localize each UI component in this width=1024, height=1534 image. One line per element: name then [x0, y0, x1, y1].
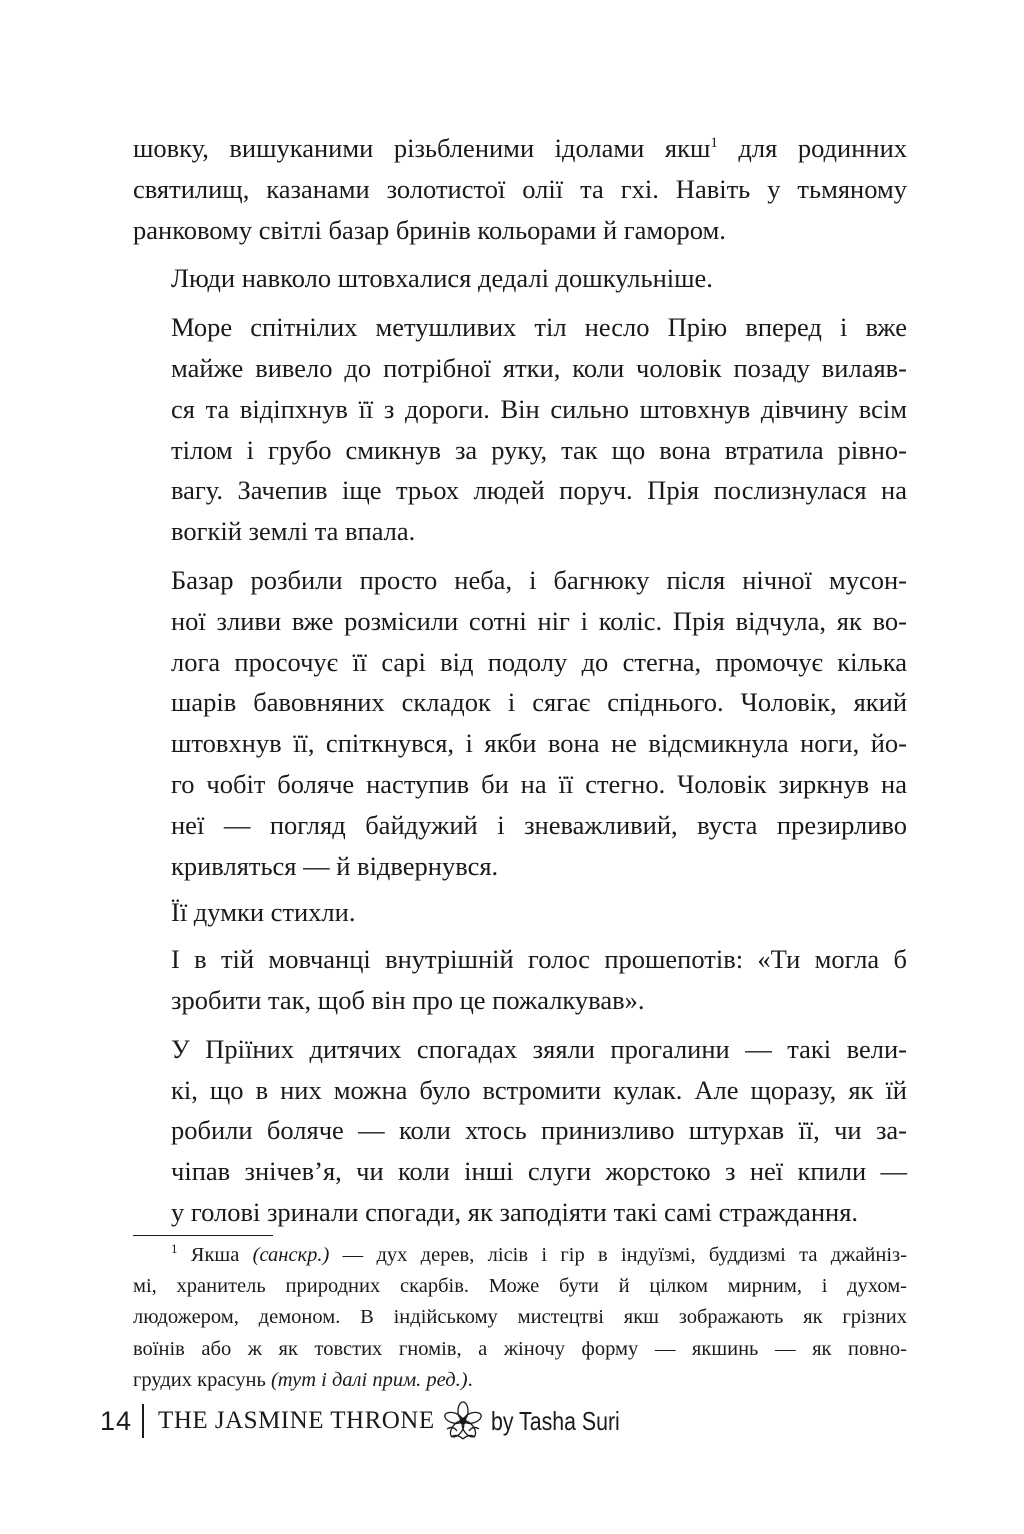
- text-fragment: Якша: [177, 1244, 253, 1266]
- text-line: майже вивело до потрібної ятки, коли чоловік позаду вилаяв-: [171, 352, 907, 383]
- running-footer: [100, 1396, 648, 1446]
- text-line: святилищ, казанами золотистої олії та гхі. Навіть у тьмяному: [133, 173, 907, 204]
- text-line: Базар розбили просто неба, і багнюку після нічної мусон-: [171, 564, 907, 595]
- footnote-marker: 1: [171, 1241, 178, 1257]
- paragraph-4: [133, 560, 907, 886]
- footer-separator: [142, 1404, 144, 1438]
- text-line: у голові зринали спогади, як заподіяти такі самі страждання.: [171, 1196, 859, 1227]
- text-line: зробити так, щоб він про це пожалкував».: [171, 984, 645, 1015]
- footnote-line: воїнів або ж як товстих гномів, а жіночу форму — якшинь — як повно-: [133, 1337, 907, 1360]
- text-line: го чобіт боляче наступив би на її стегно. Чоловік зиркнув на: [171, 768, 907, 799]
- main-text: [133, 128, 907, 1233]
- paragraph-7: [133, 1029, 907, 1233]
- text-line: [133, 128, 907, 169]
- text-line: ся та відіпхнув її з дороги. Він сильно штовхнув дівчину всім: [171, 393, 907, 424]
- paragraph-2: [133, 258, 907, 299]
- text-line: шарів бавовняних складок і сягає спіднього. Чоловік, який: [171, 687, 907, 718]
- text-line: ної зливи вже розмісили сотні ніг і коліс. Прія відчула, як во-: [171, 605, 907, 636]
- page-number: 14: [100, 1405, 133, 1436]
- text-fragment: — дух дерев, лісів і гір в індуїзмі, буддизмі та джайніз-: [329, 1244, 907, 1266]
- text-line: чіпав знічев’я, чи коли інші слуги жорстоко з неї кпили —: [171, 1156, 907, 1187]
- text-line: неї — погляд байдужий і зневажливий, вуста презирливо: [171, 809, 907, 840]
- text-line: робили боляче — коли хтось принизливо штурхав її, чи за-: [171, 1115, 907, 1146]
- footnote: [133, 1240, 907, 1396]
- paragraph-6: [133, 939, 907, 1021]
- text-line: Її думки стихли.: [171, 897, 356, 928]
- paragraph-3: [133, 307, 907, 552]
- paragraph-5: [133, 892, 907, 933]
- text-line: вагу. Зачепив іще трьох людей поруч. Прія послизнулася на: [171, 475, 907, 506]
- text-line: Море спітнілих метушливих тіл несло Прію вперед і вже: [171, 312, 907, 343]
- footnote-line: мі, хранитель природних скарбів. Може бути й цілком мирним, і духом-: [133, 1275, 907, 1298]
- text-line: штовхнув її, спіткнувся, і якби вона не відсмикнула ноги, йо-: [171, 728, 907, 759]
- footnote-reference[interactable]: 1: [710, 135, 718, 152]
- text-fragment: грудих красунь: [133, 1368, 271, 1391]
- text-fragment-italic: (санскр.): [252, 1244, 330, 1266]
- text-line: вогкій землі та впала.: [171, 516, 416, 547]
- text-line: кривляться — й відвернувся.: [171, 850, 499, 881]
- footnote-divider: [133, 1235, 273, 1236]
- footnote-line: [133, 1240, 907, 1271]
- author-name: by Tasha Suri: [490, 1405, 620, 1436]
- text-fragment-italic: (тут і далі прим. ред.): [270, 1368, 468, 1391]
- footnote-line: людожером, демоном. В індійському мистецтві якш зображають як грізних: [133, 1306, 907, 1329]
- text-fragment: для родинних: [717, 133, 908, 163]
- paragraph-1: [133, 128, 907, 250]
- footnote-line: [133, 1365, 907, 1396]
- text-fragment: шовку, вишуканими різьбленими ідолами якш: [133, 133, 711, 163]
- text-line: лога просочує її сарі від подолу до стегна, промочує кілька: [171, 646, 907, 677]
- text-line: І в тій мовчанці внутрішній голос прошепотів: «Ти могла б: [171, 944, 907, 975]
- text-line: ранковому світлі базар бринів кольорами й гамором.: [133, 214, 726, 245]
- text-line: тілом і грубо смикнув за руку, так що вона втратила рівно-: [171, 434, 907, 465]
- text-fragment: .: [467, 1368, 473, 1391]
- text-line: У Пріїних дитячих спогадах зяяли прогалини — такі вели-: [171, 1033, 907, 1064]
- text-line: Люди навколо штовхалися дедалі дошкульніше.: [171, 263, 713, 294]
- book-title: THE JASMINE THRONE: [158, 1407, 435, 1434]
- jasmine-flower-icon: [441, 1399, 485, 1443]
- text-line: кі, що в них можна було встромити кулак. Але щоразу, як їй: [171, 1074, 907, 1105]
